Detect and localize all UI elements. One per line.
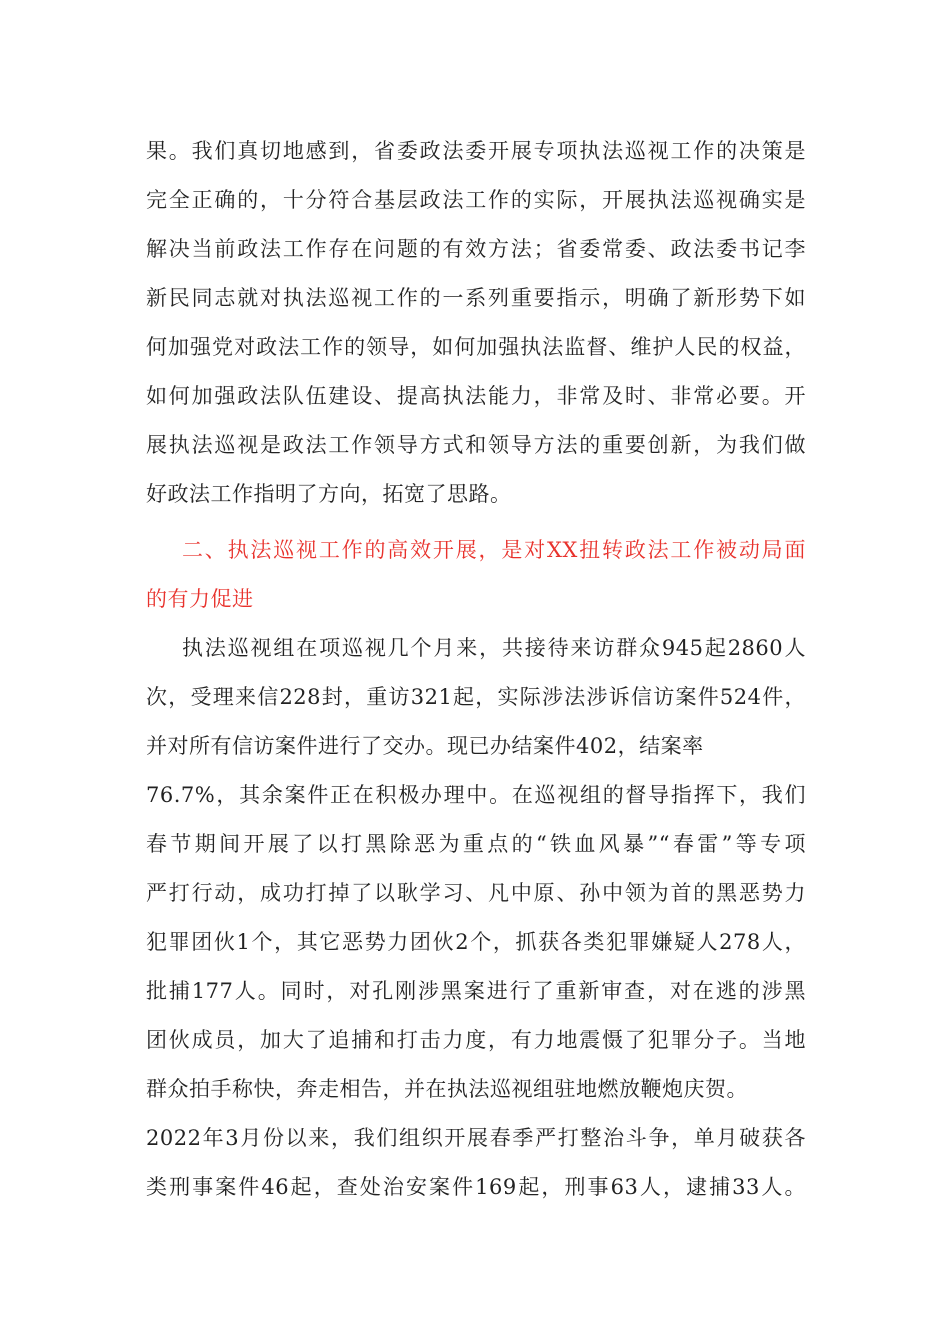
text-line: 次，受理来信228封，重访321起，实际涉法涉诉信访案件524件， [146, 685, 806, 709]
text-line: 解决当前政法工作存在问题的有效方法；省委常委、政法委书记李 [146, 237, 806, 261]
text-line: 何加强党对政法工作的领导，如何加强执法监督、维护人民的权益， [146, 335, 806, 359]
text-line: 如何加强政法队伍建设、提高执法能力，非常及时、非常必要。开 [146, 384, 806, 408]
text-line: 群众拍手称快，奔走相告，并在执法巡视组驻地燃放鞭炮庆贺。 [146, 1077, 748, 1101]
text-line: 团伙成员，加大了追捕和打击力度，有力地震慑了犯罪分子。当地 [146, 1028, 806, 1052]
section-heading: 的有力促进 [146, 587, 254, 611]
text-line: 展执法巡视是政法工作领导方式和领导方法的重要创新，为我们做 [146, 433, 806, 457]
section-heading: 二、执法巡视工作的高效开展，是对XX扭转政法工作被动局面 [182, 538, 806, 562]
text-line: 并对所有信访案件进行了交办。现已办结案件402，结案率 [146, 734, 704, 758]
text-line: 严打行动，成功打掉了以耿学习、凡中原、孙中领为首的黑恶势力 [146, 881, 806, 905]
text-line: 果。我们真切地感到，省委政法委开展专项执法巡视工作的决策是 [146, 139, 806, 163]
text-line: 犯罪团伙1个，其它恶势力团伙2个，抓获各类犯罪嫌疑人278人， [146, 930, 806, 954]
text-line: 执法巡视组在项巡视几个月来，共接待来访群众945起2860人 [182, 636, 806, 660]
text-line: 新民同志就对执法巡视工作的一系列重要指示，明确了新形势下如 [146, 286, 806, 310]
text-line: 春节期间开展了以打黑除恶为重点的“铁血风暴”“春雷”等专项 [146, 832, 806, 856]
text-line: 批捕177人。同时，对孔刚涉黑案进行了重新审查，对在逃的涉黑 [146, 979, 806, 1003]
text-line: 2022年3月份以来，我们组织开展春季严打整治斗争，单月破获各 [146, 1126, 806, 1150]
text-line: 完全正确的，十分符合基层政法工作的实际，开展执法巡视确实是 [146, 188, 806, 212]
text-line: 好政法工作指明了方向，拓宽了思路。 [146, 482, 512, 506]
text-line: 76.7%，其余案件正在积极办理中。在巡视组的督导指挥下，我们 [146, 783, 806, 807]
text-line: 类刑事案件46起，查处治安案件169起，刑事63人，逮捕33人。 [146, 1175, 806, 1199]
